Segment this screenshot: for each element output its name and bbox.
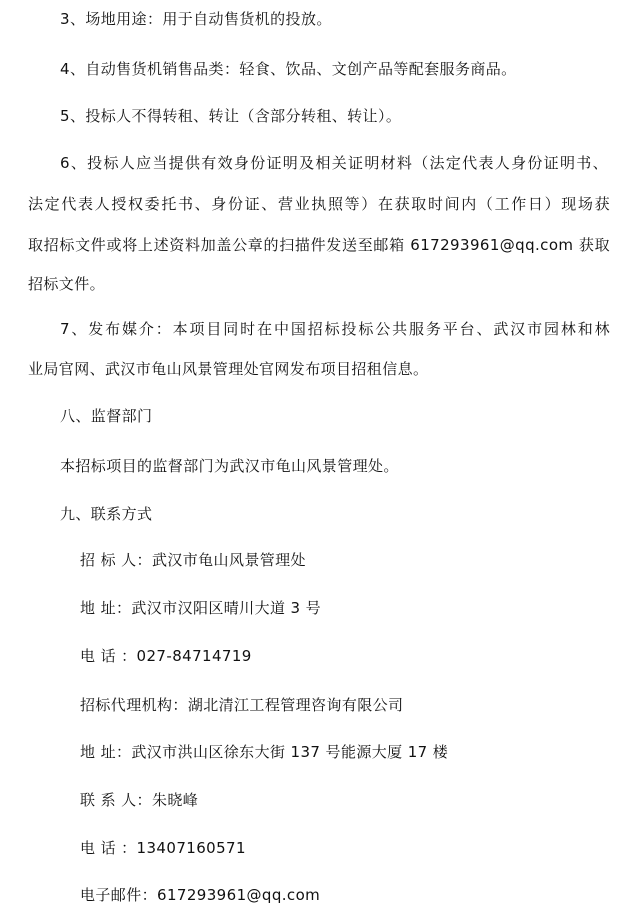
contact-label: 电子邮件： bbox=[80, 886, 158, 904]
contact-row-email bbox=[80, 884, 320, 906]
item-6-line-1: 6、投标人应当提供有效身份证明及相关证明材料（法定代表人身份证明书、 bbox=[60, 154, 608, 172]
contact-row-tenderer bbox=[80, 549, 306, 571]
contact-label: 联 系 人： bbox=[80, 791, 152, 809]
contact-row-agency-phone bbox=[80, 837, 246, 859]
contact-label: 地 址： bbox=[80, 599, 132, 617]
section-9-heading: 九、联系方式 bbox=[60, 505, 153, 523]
item-4-sales-category: 4、自动售货机销售品类：轻食、饮品、文创产品等配套服务商品。 bbox=[60, 60, 517, 78]
section-8-heading: 八、监督部门 bbox=[60, 407, 153, 425]
item-3-site-use: 3、场地用途：用于自动售货机的投放。 bbox=[60, 10, 332, 28]
item-6-line-4: 招标文件。 bbox=[28, 275, 106, 293]
contact-label: 地 址： bbox=[80, 743, 132, 761]
contact-row-contact-person bbox=[80, 789, 198, 811]
contact-label: 招 标 人： bbox=[80, 551, 152, 569]
section-8-body: 本招标项目的监督部门为武汉市龟山风景管理处。 bbox=[60, 457, 399, 475]
contact-row-address bbox=[80, 597, 321, 619]
contact-value: 武汉市洪山区徐东大街 137 号能源大厦 17 楼 bbox=[131, 743, 449, 761]
item-6-line-3: 取招标文件或将上述资料加盖公章的扫描件发送至邮箱 617293961@qq.com 获取 bbox=[28, 236, 610, 254]
contact-row-phone bbox=[80, 645, 252, 667]
contact-value: 13407160571 bbox=[136, 839, 246, 857]
contact-label: 电 话 ： bbox=[80, 647, 137, 665]
contact-label: 招标代理机构： bbox=[80, 696, 188, 714]
item-5-no-sublease: 5、投标人不得转租、转让（含部分转租、转让）。 bbox=[60, 107, 402, 125]
item-7-line-2: 业局官网、武汉市龟山风景管理处官网发布项目招租信息。 bbox=[28, 360, 429, 378]
contact-label: 电 话 ： bbox=[80, 839, 137, 857]
contact-value: 湖北清江工程管理咨询有限公司 bbox=[187, 696, 404, 714]
item-6-line-2: 法定代表人授权委托书、身份证、营业执照等）在获取时间内（工作日）现场获 bbox=[28, 195, 610, 213]
item-7-line-1: 7、发布媒介：本项目同时在中国招标投标公共服务平台、武汉市园林和林 bbox=[60, 320, 610, 338]
contact-value: 朱晓峰 bbox=[151, 791, 199, 809]
contact-row-agency bbox=[80, 694, 403, 716]
contact-row-agency-address bbox=[80, 741, 448, 763]
contact-value: 027-84714719 bbox=[136, 647, 252, 665]
contact-email-link[interactable]: 617293961@qq.com bbox=[157, 886, 321, 904]
contact-value: 武汉市龟山风景管理处 bbox=[151, 551, 306, 569]
contact-value: 武汉市汉阳区晴川大道 3 号 bbox=[131, 599, 322, 617]
